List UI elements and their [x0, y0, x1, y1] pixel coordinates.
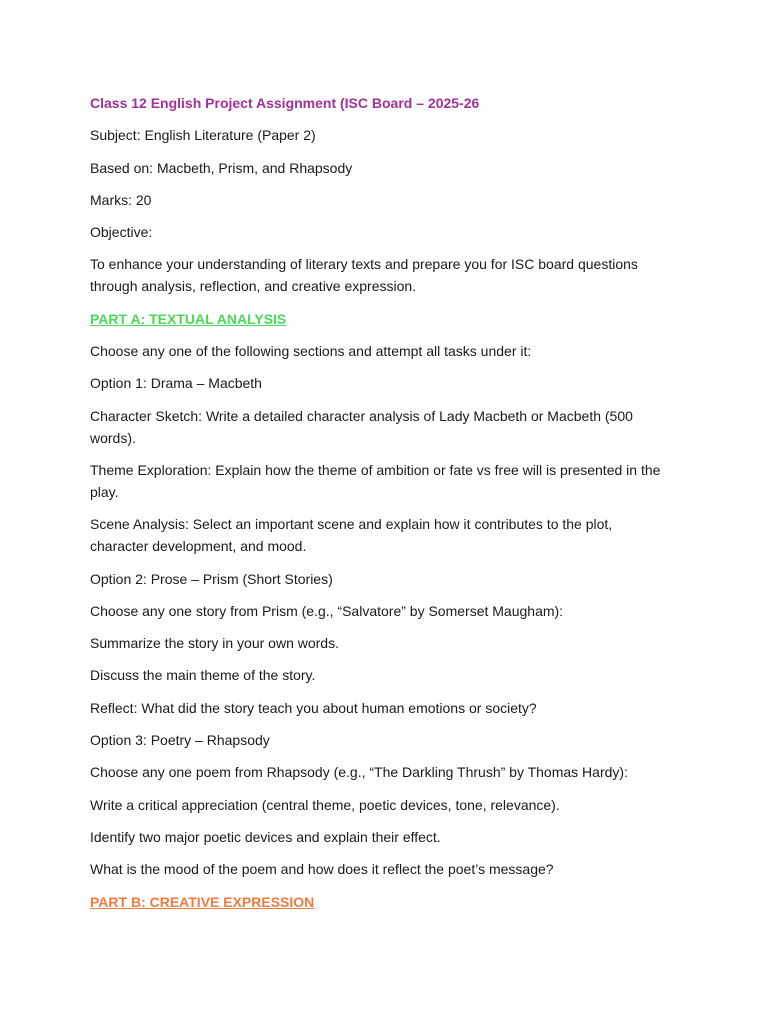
document-page: [90, 92, 670, 923]
option3-task-mood: What is the mood of the poem and how does it reflect the poet’s message?: [90, 861, 554, 878]
objective-label: Objective:: [90, 224, 153, 241]
option1-task-theme-exploration: Theme Exploration: Explain how the theme of ambition or fate vs free will is presented in the play.: [90, 461, 661, 500]
marks-line: Marks: 20: [90, 191, 152, 208]
option2-task-reflect: Reflect: What did the story teach you about human emotions or society?: [90, 699, 537, 716]
option3-intro: Choose any one poem from Rhapsody (e.g., “The Darkling Thrush” by Thomas Hardy):: [90, 764, 628, 781]
part-a-instruction: Choose any one of the following sections and attempt all tasks under it:: [90, 343, 532, 360]
option2-task-summarize: Summarize the story in your own words.: [90, 635, 339, 652]
option3-task-devices: Identify two major poetic devices and explain their effect.: [90, 828, 441, 845]
option1-task-character-sketch: Character Sketch: Write a detailed character analysis of Lady Macbeth or Macbeth (500 words).: [90, 407, 633, 446]
option3-title: Option 3: Poetry – Rhapsody: [90, 732, 270, 749]
part-b-heading: PART B: CREATIVE EXPRESSION: [90, 893, 315, 910]
subject-line: Subject: English Literature (Paper 2): [90, 127, 316, 144]
document-title: Class 12 English Project Assignment (ISC Board – 2025-26: [90, 95, 480, 111]
option2-task-theme: Discuss the main theme of the story.: [90, 667, 316, 684]
objective-text: To enhance your understanding of literary texts and prepare you for ISC board questions through analysis, reflection, and creative expression.: [90, 256, 638, 295]
based-on-line: Based on: Macbeth, Prism, and Rhapsody: [90, 159, 353, 176]
option3-task-appreciation: Write a critical appreciation (central theme, poetic devices, tone, relevance).: [90, 796, 560, 813]
option2-title: Option 2: Prose – Prism (Short Stories): [90, 570, 333, 587]
option1-title: Option 1: Drama – Macbeth: [90, 375, 262, 392]
option1-task-scene-analysis: Scene Analysis: Select an important scene and explain how it contributes to the plot, character development, and mood.: [90, 516, 613, 555]
option2-intro: Choose any one story from Prism (e.g., “Salvatore” by Somerset Maugham):: [90, 602, 564, 619]
part-a-heading: PART A: TEXTUAL ANALYSIS: [90, 310, 287, 327]
